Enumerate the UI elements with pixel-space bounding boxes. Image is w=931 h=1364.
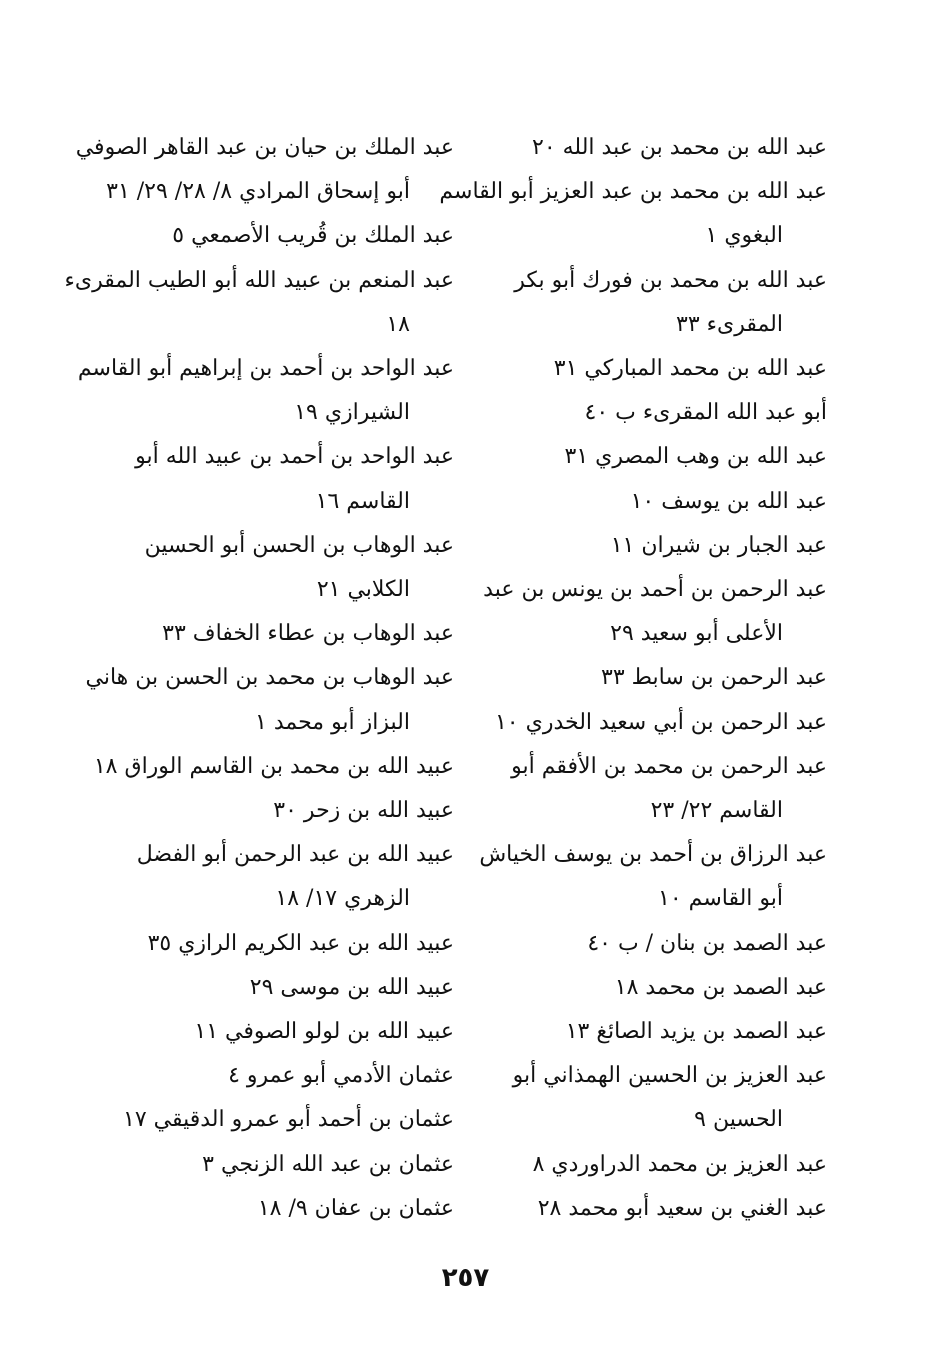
index-entry-line: عبيد الله بن عبد الكريم الرازي ٣٥ — [147, 930, 454, 956]
index-entry — [79, 524, 454, 612]
index-entry-line: عبد المنعم بن عبيد الله أبو الطيب المقرىء — [64, 267, 454, 293]
index-column-left — [64, 126, 454, 1231]
index-entry-line: عبد الله بن محمد بن عبد الله ٢٠ — [532, 135, 827, 160]
index-entry — [79, 922, 454, 966]
index-entry-line: عبد الملك بن قُريب الأصمعي ٥ — [172, 223, 454, 249]
index-entry-line: عبد الواحد بن أحمد بن إبراهيم أبو القاسم — [77, 356, 454, 382]
index-entry-line: عبيد الله بن موسى ٢٩ — [249, 974, 454, 1000]
index-entry-line: عبد الرزاق بن أحمد بن يوسف الخياش — [479, 842, 827, 868]
index-entry — [79, 745, 454, 789]
index-entry-line: عبد العزيز بن محمد الدراوردي ٨ — [532, 1151, 827, 1177]
index-entry — [79, 656, 454, 744]
index-entry — [467, 656, 827, 700]
index-entry — [439, 170, 827, 258]
index-entry-line: عثمان بن عفان ٩/ ١٨ — [257, 1195, 454, 1221]
index-entry — [79, 966, 454, 1010]
index-entry-line: عبد الصمد بن بنان / ب ٤٠ — [587, 930, 827, 956]
index-entry — [79, 1010, 454, 1054]
index-entry-line: عبد الرحمن بن أحمد بن يونس بن عبد — [483, 577, 827, 603]
index-entry-continuation: ١٨ — [386, 311, 410, 337]
index-entry-line: أبو عبد الله المقرىء ب ٤٠ — [584, 400, 827, 426]
index-entry — [79, 1098, 454, 1142]
index-entry-line: عبد الغني بن سعيد أبو محمد ٢٨ — [537, 1195, 827, 1221]
index-entry-line: عبد العزيز بن الحسين الهمذاني أبو — [512, 1063, 827, 1089]
index-entry-line: عبد الرحمن بن محمد بن الأفقم أبو — [511, 753, 827, 779]
index-entry-line: عبد الوهاب بن الحسن أبو الحسين — [144, 532, 454, 558]
index-entry — [467, 1143, 827, 1187]
index-column-right — [439, 126, 827, 1231]
index-entry-continuation: الحسين ٩ — [694, 1107, 783, 1133]
index-entry-line: عبد الوهاب بن عطاء الخفاف ٣٣ — [162, 621, 454, 647]
index-entry-continuation: الكلابي ٢١ — [316, 577, 410, 603]
index-entry-line: عبد الملك بن حيان بن عبد القاهر الصوفي — [75, 135, 454, 160]
index-entry-line: عبد الله بن وهب المصري ٣١ — [564, 444, 827, 470]
index-entry — [467, 568, 827, 656]
index-entry — [79, 347, 454, 435]
index-entry — [79, 1143, 454, 1187]
index-entry-continuation: أبو القاسم ١٠ — [658, 886, 783, 912]
index-entry-continuation: القاسم ٢٢/ ٢٣ — [650, 798, 783, 824]
index-entry-line: عبد الله بن محمد بن فورك أبو بكر — [514, 267, 827, 293]
index-entry-line: عبيد الله بن زحر ٣٠ — [273, 798, 454, 824]
index-entry — [467, 701, 827, 745]
index-entry — [79, 1187, 454, 1231]
index-entry — [467, 391, 827, 435]
index-entry — [467, 1010, 827, 1054]
index-entry — [79, 833, 454, 921]
index-entry-line: عثمان بن أحمد أبو عمرو الدقيقي ١٧ — [123, 1107, 454, 1133]
index-entry-continuation: الشيرازي ١٩ — [294, 400, 410, 426]
index-entry-line: عبد الرحمن بن أبي سعيد الخدري ١٠ — [494, 709, 827, 735]
index-entry-continuation: البزاز أبو محمد ١ — [255, 709, 410, 735]
index-entry — [79, 789, 454, 833]
index-entry-line: عبد الصمد بن محمد ١٨ — [614, 974, 827, 1000]
index-entry-line: عبد الله بن يوسف ١٠ — [630, 488, 827, 514]
index-entry — [467, 259, 827, 347]
index-entry-continuation: المقرىء ٣٣ — [676, 311, 783, 337]
index-entry — [467, 1054, 827, 1142]
index-entry — [467, 833, 827, 921]
index-entry — [467, 347, 827, 391]
index-entry-line: عبد الجبار بن شيران ١١ — [610, 532, 827, 558]
page-number: ٢٥٧ — [441, 1263, 490, 1293]
index-entry-line: عبد الصمد بن يزيد الصائغ ١٣ — [565, 1019, 827, 1045]
index-entry-line: عبد الله بن محمد بن عبد العزيز أبو القاسم — [439, 179, 827, 205]
index-entry — [75, 126, 454, 214]
index-entry-continuation: أبو إسحاق المرادي ٨/ ٢٨/ ٢٩/ ٣١ — [106, 179, 410, 205]
index-entry-line: عبيد الله بن لولو الصوفي ١١ — [194, 1019, 454, 1045]
index-entry-line: عثمان بن عبد الله الزنجي ٣ — [202, 1151, 454, 1177]
index-entry — [467, 435, 827, 479]
index-entry-continuation: البغوي ١ — [705, 223, 783, 249]
index-entry-line: عثمان الأدمي أبو عمرو ٤ — [228, 1063, 454, 1089]
index-entry-line: عبيد الله بن محمد بن القاسم الوراق ١٨ — [93, 753, 454, 779]
index-entry-continuation: الأعلى أبو سعيد ٢٩ — [610, 621, 783, 647]
index-entry — [467, 966, 827, 1010]
index-entry — [64, 259, 454, 347]
index-entry — [467, 480, 827, 524]
index-entry — [467, 922, 827, 966]
index-entry — [467, 126, 827, 170]
index-entry — [79, 1054, 454, 1098]
index-entry-line: عبد الوهاب بن محمد بن الحسن بن هاني — [85, 665, 454, 691]
index-entry-continuation: الزهري ١٧/ ١٨ — [275, 886, 410, 912]
index-entry-line: عبيد الله بن عبد الرحمن أبو الفضل — [136, 842, 454, 868]
index-entry — [467, 745, 827, 833]
index-entry — [79, 435, 454, 523]
index-entry — [79, 214, 454, 258]
index-entry — [467, 524, 827, 568]
index-entry-line: عبد الرحمن بن سابط ٣٣ — [601, 665, 827, 691]
index-entry-line: عبد الواحد بن أحمد بن عبيد الله أبو — [135, 444, 454, 470]
index-entry — [467, 1187, 827, 1231]
index-entry-continuation: القاسم ١٦ — [315, 488, 410, 514]
index-entry — [79, 612, 454, 656]
index-entry-line: عبد الله بن محمد المباركي ٣١ — [553, 356, 827, 382]
